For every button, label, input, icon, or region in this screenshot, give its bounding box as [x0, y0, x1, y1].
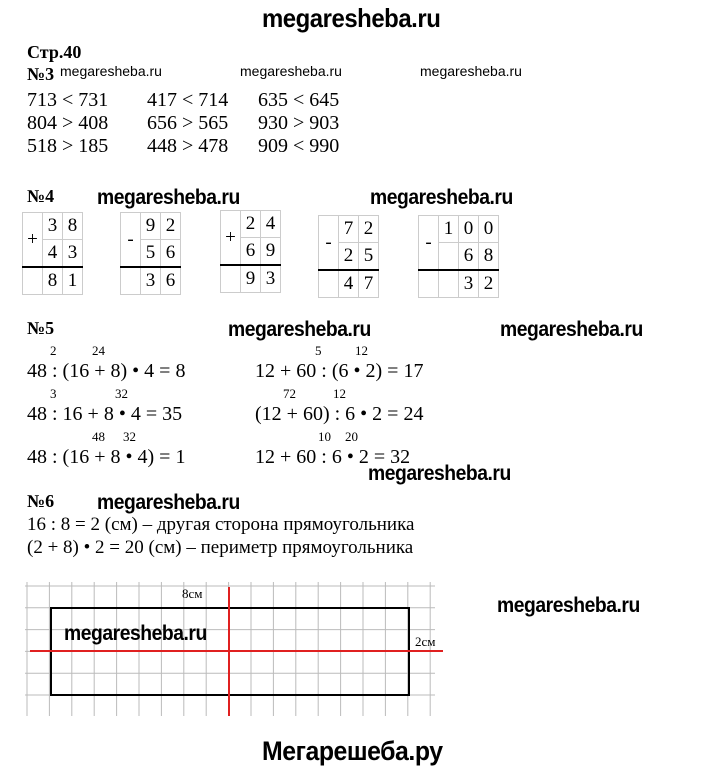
ex6-line-2: (2 + 8) • 2 = 20 (см) – периметр прямоугольника: [27, 537, 414, 558]
empty-cell: [319, 270, 339, 298]
digit-cell: 0: [479, 216, 499, 243]
digit-cell: 6: [459, 243, 479, 271]
column-calculation: [120, 212, 181, 295]
digit-cell: [439, 270, 459, 298]
digit-cell: 4: [339, 270, 359, 298]
watermark: megaresheba.ru: [497, 594, 640, 617]
digit-cell: 9: [241, 265, 261, 293]
digit-cell: 1: [439, 216, 459, 243]
comparison: 804 > 408: [27, 112, 109, 134]
comparison: 909 < 990: [258, 135, 340, 157]
watermark: megaresheba.ru: [64, 622, 207, 645]
expression: 48 : (16 + 8) • 4 = 8: [27, 360, 186, 382]
empty-cell: [221, 265, 241, 293]
comparison: 713 < 731: [27, 89, 109, 111]
page-label: Стр.40: [27, 42, 82, 62]
ex3-title: №3: [27, 64, 55, 84]
digit-cell: 4: [43, 240, 63, 268]
step-result: 5: [315, 343, 322, 358]
operation-sign: -: [419, 216, 439, 271]
column-calculation: [318, 215, 379, 298]
step-result: 2: [50, 343, 57, 358]
watermark: megaresheba.ru: [60, 63, 162, 79]
digit-cell: 8: [479, 243, 499, 271]
expression: 48 : 16 + 8 • 4 = 35: [27, 403, 183, 425]
watermark: megaresheba.ru: [228, 318, 371, 341]
digit-cell: 2: [479, 270, 499, 298]
digit-cell: 5: [359, 243, 379, 271]
comparison: 930 > 903: [258, 112, 340, 134]
digit-cell: 3: [141, 267, 161, 295]
watermark: megaresheba.ru: [420, 63, 522, 79]
step-result: 32: [115, 386, 128, 401]
column-calculation: [418, 215, 499, 298]
width-label: 8см: [182, 586, 203, 601]
operation-sign: -: [319, 216, 339, 271]
digit-cell: 6: [161, 267, 181, 295]
watermark: megaresheba.ru: [368, 462, 511, 485]
digit-cell: 2: [241, 211, 261, 238]
step-result: 20: [345, 429, 358, 444]
ex6-line-1: 16 : 8 = 2 (см) – другая сторона прямоугольника: [27, 514, 415, 535]
digit-cell: 3: [63, 240, 83, 268]
digit-cell: 6: [161, 240, 181, 268]
digit-cell: 9: [261, 238, 281, 266]
operation-sign: +: [221, 211, 241, 266]
watermark: megaresheba.ru: [240, 63, 342, 79]
digit-cell: 7: [339, 216, 359, 243]
expression: (12 + 60) : 6 • 2 = 24: [255, 403, 424, 425]
comparison: 656 > 565: [147, 112, 229, 134]
digit-cell: 4: [261, 211, 281, 238]
step-result: 12: [355, 343, 368, 358]
digit-cell: 9: [141, 213, 161, 240]
site-header: megaresheba.ru: [262, 3, 441, 33]
step-result: 10: [318, 429, 331, 444]
digit-cell: 1: [63, 267, 83, 295]
operation-sign: +: [23, 213, 43, 268]
step-result: 12: [333, 386, 346, 401]
ex6-title: №6: [27, 491, 55, 511]
comparison: 518 > 185: [27, 135, 109, 157]
digit-cell: 3: [261, 265, 281, 293]
digit-cell: 2: [161, 213, 181, 240]
empty-cell: [419, 270, 439, 298]
digit-cell: 0: [459, 216, 479, 243]
empty-cell: [121, 267, 141, 295]
digit-cell: 3: [43, 213, 63, 240]
digit-cell: 2: [359, 216, 379, 243]
expression: 48 : (16 + 8 • 4) = 1: [27, 446, 186, 468]
digit-cell: 8: [43, 267, 63, 295]
comparison: 635 < 645: [258, 89, 340, 111]
digit-cell: 3: [459, 270, 479, 298]
expression: 12 + 60 : 6 • 2 = 32: [255, 446, 411, 468]
digit-cell: 5: [141, 240, 161, 268]
column-calculation: [220, 210, 281, 293]
digit-cell: 7: [359, 270, 379, 298]
digit-cell: 2: [339, 243, 359, 271]
step-result: 72: [283, 386, 296, 401]
step-result: 32: [123, 429, 136, 444]
column-calculation: [22, 212, 83, 295]
expression: 12 + 60 : (6 • 2) = 17: [255, 360, 424, 382]
step-result: 48: [92, 429, 105, 444]
empty-cell: [23, 267, 43, 295]
step-result: 3: [50, 386, 57, 401]
ex4-title: №4: [27, 186, 55, 206]
operation-sign: -: [121, 213, 141, 268]
comparison: 417 < 714: [147, 89, 229, 111]
digit-cell: 6: [241, 238, 261, 266]
watermark: megaresheba.ru: [97, 491, 240, 514]
ex5-title: №5: [27, 318, 55, 338]
digit-cell: [439, 243, 459, 271]
watermark: megaresheba.ru: [370, 186, 513, 209]
comparison: 448 > 478: [147, 135, 229, 157]
height-label: 2см: [415, 634, 436, 649]
watermark: megaresheba.ru: [97, 186, 240, 209]
step-result: 24: [92, 343, 105, 358]
watermark: megaresheba.ru: [500, 318, 643, 341]
digit-cell: 8: [63, 213, 83, 240]
site-footer: Мегарешеба.ру: [262, 736, 443, 766]
